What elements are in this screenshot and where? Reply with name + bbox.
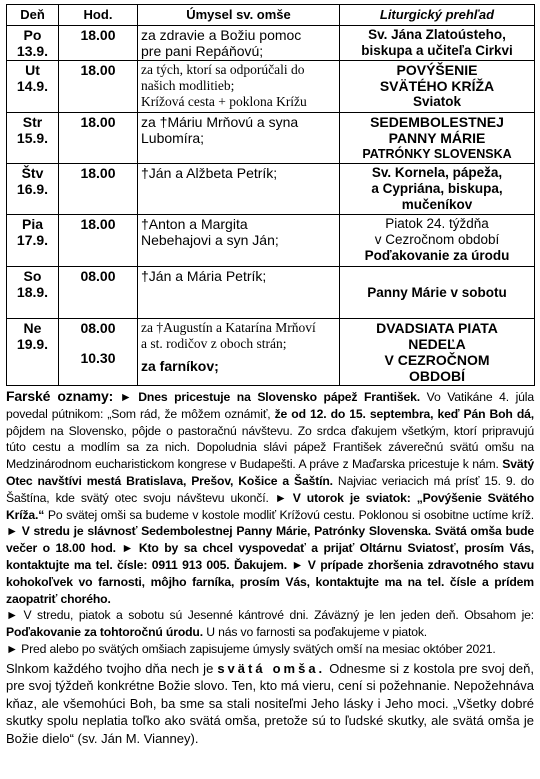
header-day: Deň [7, 5, 59, 26]
intention-cell: †Anton a Margita Nebehajovi a syn Ján; [138, 215, 340, 267]
liturgy-cell: Sv. Jána Zlatoústeho, biskupa a učiteľa Cirkvi [340, 26, 535, 61]
liturgy-cell: Sv. Kornela, pápeža, a Cypriána, biskupa, mučeníkov [340, 164, 535, 215]
parish-announcements [6, 388, 534, 658]
day-cell: Pia 17.9. [7, 215, 59, 267]
day-cell: Po 13.9. [7, 26, 59, 61]
header-liturgy: Liturgický prehľad [340, 5, 535, 26]
closing-reflection: Slnkom každého tvojho dňa nech je svätá omša. Odnesme si z kostola pre svoj deň, pre svoj týždeň konkrétne Božie slovo. Ten, kto má vieru, cení si požehnanie. Nepožehnáva kňaz, ale všemohúci Boh, ba sme sa stali nositeľmi Jeho lásky i Jeho moci. „Všetky dobré skutky spolu neplatia toľko ako svätá omša, pretože sú to ľudské skutky, ale svätá omša je Božie dielo“ (sv. Ján M. Vianney). [6, 660, 535, 746]
day-cell: So 18.9. [7, 267, 59, 319]
intention-cell: †Ján a Alžbeta Petrík; [138, 164, 340, 215]
day-cell: Ne 19.9. [7, 319, 59, 386]
table-row [7, 113, 535, 164]
header-hour: Hod. [59, 5, 138, 26]
header-intention: Úmysel sv. omše [138, 5, 340, 26]
day-cell: Štv 16.9. [7, 164, 59, 215]
mass-schedule-table [6, 4, 535, 386]
hour-cell: 18.00 [59, 26, 138, 61]
intention-cell: za zdravie a Božiu pomoc pre pani Repáňovú; [138, 26, 340, 61]
hour-cell: 08.00 [59, 267, 138, 319]
day-cell: Ut 14.9. [7, 61, 59, 113]
liturgy-cell: Piatok 24. týždňa v Cezročnom období Poďakovanie za úrodu [340, 215, 535, 267]
announcement-paragraph: ► Pred alebo po svätých omšiach zapisujeme úmysly svätých omší na mesiac október 2021. [6, 641, 496, 656]
announcement-paragraph: ► V stredu, piatok a sobotu sú Jesenné kántrové dni. Záväzný je len jeden deň. Obsahom je: Poďakovanie za tohtoročnú úrodu. U nás vo farnosti sa poďakujeme v piatok. [6, 608, 534, 640]
bulletin-page [6, 0, 534, 747]
hour-cell: 18.00 [59, 113, 138, 164]
table-row [7, 267, 535, 319]
table-row [7, 61, 535, 113]
intention-cell: za tých, ktorí sa odporúčali do našich modlitieb; Krížová cesta + poklona Krížu [138, 61, 340, 113]
hour-cell: 08.00 10.30 [59, 319, 138, 386]
intention-cell: za †Máriu Mrňovú a syna Lubomíra; [138, 113, 340, 164]
hour-cell: 18.00 [59, 61, 138, 113]
table-row [7, 164, 535, 215]
liturgy-cell: DVADSIATA PIATA NEDEĽA V CEZROČNOM OBDOBÍ [340, 319, 535, 386]
announcements-heading: Farské oznamy: [6, 388, 114, 404]
intention-cell: †Ján a Mária Petrík; [138, 267, 340, 319]
announcement-paragraph: Farské oznamy: ► Dnes pricestuje na Slovensko pápež František. Vo Vatikáne 4. júla povedal pútnikom: „Som rád, že môžem oznámiť, že od 12. do 15. septembra, keď Pán Boh dá, pôjdem na Slovensko, pôjde o pastoračnú návštevu. Zo srdca ďakujem všetkým, ktorí pripravujú túto cestu a modlím sa za nich. Dopoludnia slávi pápež František záverečnú svätú omšu na Medzinárodnom eucharistickom kongrese v Budapešti. A práve z Maďarska pricestuje k nám. Svätý Otec navštívi mestá Bratislava, Prešov, Košice a Šaštín. Najviac veriacich má prísť 15. 9. do Šaštína, kde svätý otec svoju návštevu ukončí. ► V utorok je sviatok: „Povýšenie Svätého Kríža.“ Po svätej omši sa budeme v kostole modliť Krížovú cestu. Poklonou si osobitne uctíme kríž. ► V stredu je slávnosť Sedembolestnej Panny Márie, Patrónky Slovenska. Svätá omša bude večer o 18.00 hod. ► Kto by sa chcel vyspovedať a prijať Oltárnu Sviatosť, prosím Vás, kontaktujte ma tel. čísle: 0911 913 005. Ďakujem. ► V prípade zhoršenia zdravotného stavu kohokoľvek vo farnosti, môjho farníka, prosím Vás, kontaktujte ma na tel. čísle a prídem zaopatriť chorého. [6, 388, 535, 606]
table-row [7, 26, 535, 61]
liturgy-cell: Panny Márie v sobotu [340, 267, 535, 319]
hour-cell: 18.00 [59, 164, 138, 215]
day-cell: Str 15.9. [7, 113, 59, 164]
table-header-row [7, 5, 535, 26]
table-row [7, 319, 535, 386]
table-row [7, 215, 535, 267]
liturgy-cell: SEDEMBOLESTNEJ PANNY MÁRIE PATRÓNKY SLOVENSKA [340, 113, 535, 164]
intention-cell: za †Augustín a Katarína Mrňoví a st. rodičov z oboch strán; za farníkov; [138, 319, 340, 386]
liturgy-cell: POVÝŠENIE SVÄTÉHO KRÍŽA Sviatok [340, 61, 535, 113]
hour-cell: 18.00 [59, 215, 138, 267]
